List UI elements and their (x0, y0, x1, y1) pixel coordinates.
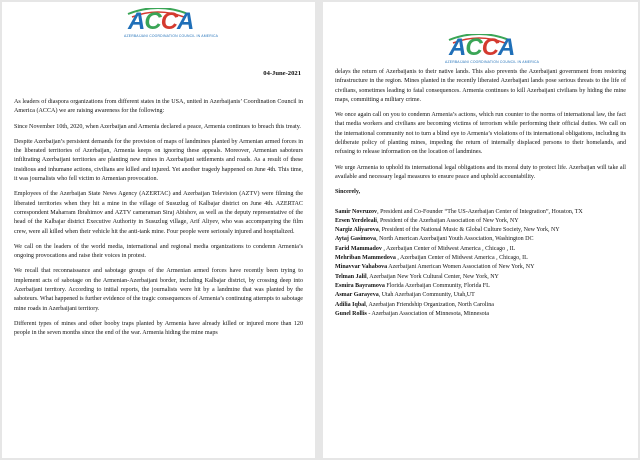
signatory-name: Minavvar Vahabova (335, 264, 388, 271)
signatory (335, 235, 626, 244)
signatory-role: - Azerbaijan Association of Minnesota, Minnesota (366, 310, 489, 317)
closing: Sincerely, (335, 189, 361, 196)
paragraph: We urge Armenia to uphold its international legal obligations and its moral duty to protect life. Azerbaijan will take all available and necessary legal measures to ensure peace and uphold accountability. (335, 164, 626, 180)
signatory (335, 245, 626, 254)
signatory-name: Esmira Bayramova (335, 282, 385, 289)
paragraph: delays the return of Azerbaijanis to their native lands. This also prevents the Azerbaijani government from restoring infrastructure in the region. Mines planted in the recently liberated Azerbaijani lands pose serious threats to the life of civilians, sometimes leading to fatal consequences. Armenia continues to kill Azerbaijani civilians by hiding the mine maps, committing a military crime. (335, 69, 626, 103)
signatory-name: Samir Novruzov (335, 208, 378, 215)
signatory (335, 208, 626, 217)
signatory-role: , President of the National Music & Global Culture Society, New York, NY (378, 227, 560, 234)
paragraph: Since November 10th, 2020, when Azerbaijan and Armenia declared a peace, Armenia continues to breach this treaty. (14, 123, 301, 130)
signatory-role: Azerbaijani American Women Association of New York, NY (387, 264, 535, 271)
signatory-role: , Azerbaijan Friendship Organization, North Carolina (365, 301, 494, 308)
signatory-name: Adilia Iqbal (335, 301, 366, 308)
signatory (335, 217, 626, 226)
letter-date: 04-June-2021 (263, 70, 301, 77)
letter-page-1 (2, 2, 315, 458)
acca-logo-page-2 (443, 34, 540, 68)
signatory-role: , North American Azerbaijani Youth Association, Washington DC (376, 236, 534, 243)
signatory-name: Gunel Rollis (335, 310, 367, 317)
signatory (335, 310, 626, 319)
signatory-name: Farid Mammadov (335, 245, 382, 252)
signatory (335, 291, 626, 300)
signatory-role: , Azerbaijan Center of Midwest America , Chicago, IL (395, 255, 528, 262)
signatory-name: Mehriban Mammedova (335, 255, 396, 262)
paragraph: We call on the leaders of the world media, international and regional media organizations to condemn Armenia’s ongoing provocations and raise their voices in protest. (14, 243, 303, 260)
signatory-name: Ersen Yerdeleali (335, 217, 377, 224)
signatory-role: , President of the Azerbaijan Association of New York, NY (376, 217, 519, 224)
signatory (335, 226, 626, 235)
signatory (335, 254, 626, 263)
paragraph: As leaders of diaspora organizations from different states in the USA, united in Azerbaijanis’ Coordination Council in America (ACCA) we are raising awareness for the following: (14, 99, 303, 115)
paragraph: Different types of mines and other booby traps planted by Armenia have already killed or injured more than 120 people in the seven months since the end of the war. Armenia hiding the mine maps (14, 320, 303, 337)
logo-subtitle: AZERBAIJANI COORDINATION COUNCIL IN AMERICA (124, 34, 219, 38)
paragraph: We once again call on you to condemn Armenia’s actions, which run counter to the norms of international law, the fact that media workers and civilians are becoming victims of terrorism while performing their official duties. We call on the international community not to turn a blind eye to Armenia’s violations of its international obligations, including its deliberate policy of planting mines, impeding the return of internally displaced persons to their homelands, and refusing to release information on the location of landmines. (335, 112, 626, 156)
signatory (335, 282, 626, 291)
letter-body-page-2 (335, 68, 626, 319)
signatory-role: , President and Co-Founder “The US-Azerbaijan Center of Integration”, Houston, TX (377, 208, 583, 215)
signatory (335, 273, 626, 282)
logo-wordmark: ACCA (128, 8, 194, 35)
acca-logo (122, 8, 219, 42)
signatory-name: Nargiz Aliyarova (335, 227, 379, 234)
paragraph: We recall that reconnaissance and sabotage groups of the Armenian armed forces have recently been trying to implement acts of sabotage on the Armenian-Azerbaijani border, including Kalbajar district, by crossing deep into Azerbaijani territory. According to initial reports, the journalists were hit by a landmine that was planted by the saboteurs. What happened is further evidence of the tragic consequences of Armenia’s continuing attempts to sabotage mine roads in Azerbaijani territory. (14, 268, 303, 312)
signatory-role: , Azerbaijan Center of Midwest America , Chicago , IL (381, 245, 516, 252)
signatory (335, 263, 626, 272)
paragraph: Employees of the Azerbaijan State News Agency (AZERTAC) and Azerbaijan Television (AZTV) were filming the liberated territories when they hit a mine in the village of Susuzlug of Kalbajar district on June 4th. AZERTAC correspondent Maharram Ibrahimov and AZTV cameraman Siraj Abishov, as well as the deputy representative of the head of the Kalbajar district Executive Authority in Susuzlug village, Arif Aliyev, who was accompanying the film crew, were all killed when their vehicle hit the anti-tank mine. Four people were seriously injured and hospitalized. (14, 191, 303, 235)
letter-page-2 (323, 2, 638, 458)
signatory-name: Asmar Garayeva (335, 292, 379, 299)
paragraph: Despite Azerbaijan’s persistent demands for the provision of maps of landmines planted by Armenian armed forces in the liberated territories of Azerbaijan, Armenia keeps on ignoring these appeals. Moreover, Armenian saboteurs infiltrating Azerbaijani territories are planting new mines in Azerbaijani settlements and roads. As a result of these insidious and inhumane actions, civilians are killed and injured. Yet another tragedy happened on June 4th. This time, it was journalists who fell victim to Armenian provocation. (14, 138, 303, 183)
logo-subtitle: AZERBAIJANI COORDINATION COUNCIL IN AMERICA (445, 60, 540, 64)
logo-wordmark: ACCA (449, 34, 515, 61)
signatory-list (335, 208, 626, 320)
signatory-role: Florida Azerbaijan Community, Florida FL (384, 282, 490, 289)
letter-body-page-1 (14, 98, 303, 345)
signatory-role: , Azerbaijan New York Cultural Center, New York, NY (366, 273, 499, 280)
signatory (335, 301, 626, 310)
signatory-name: Telman Jalil (335, 273, 367, 280)
signatory-name: Aytaj Gasimova (335, 236, 377, 243)
signatory-role: , Utah Azerbaijan Community, Utah,UT (378, 292, 475, 299)
